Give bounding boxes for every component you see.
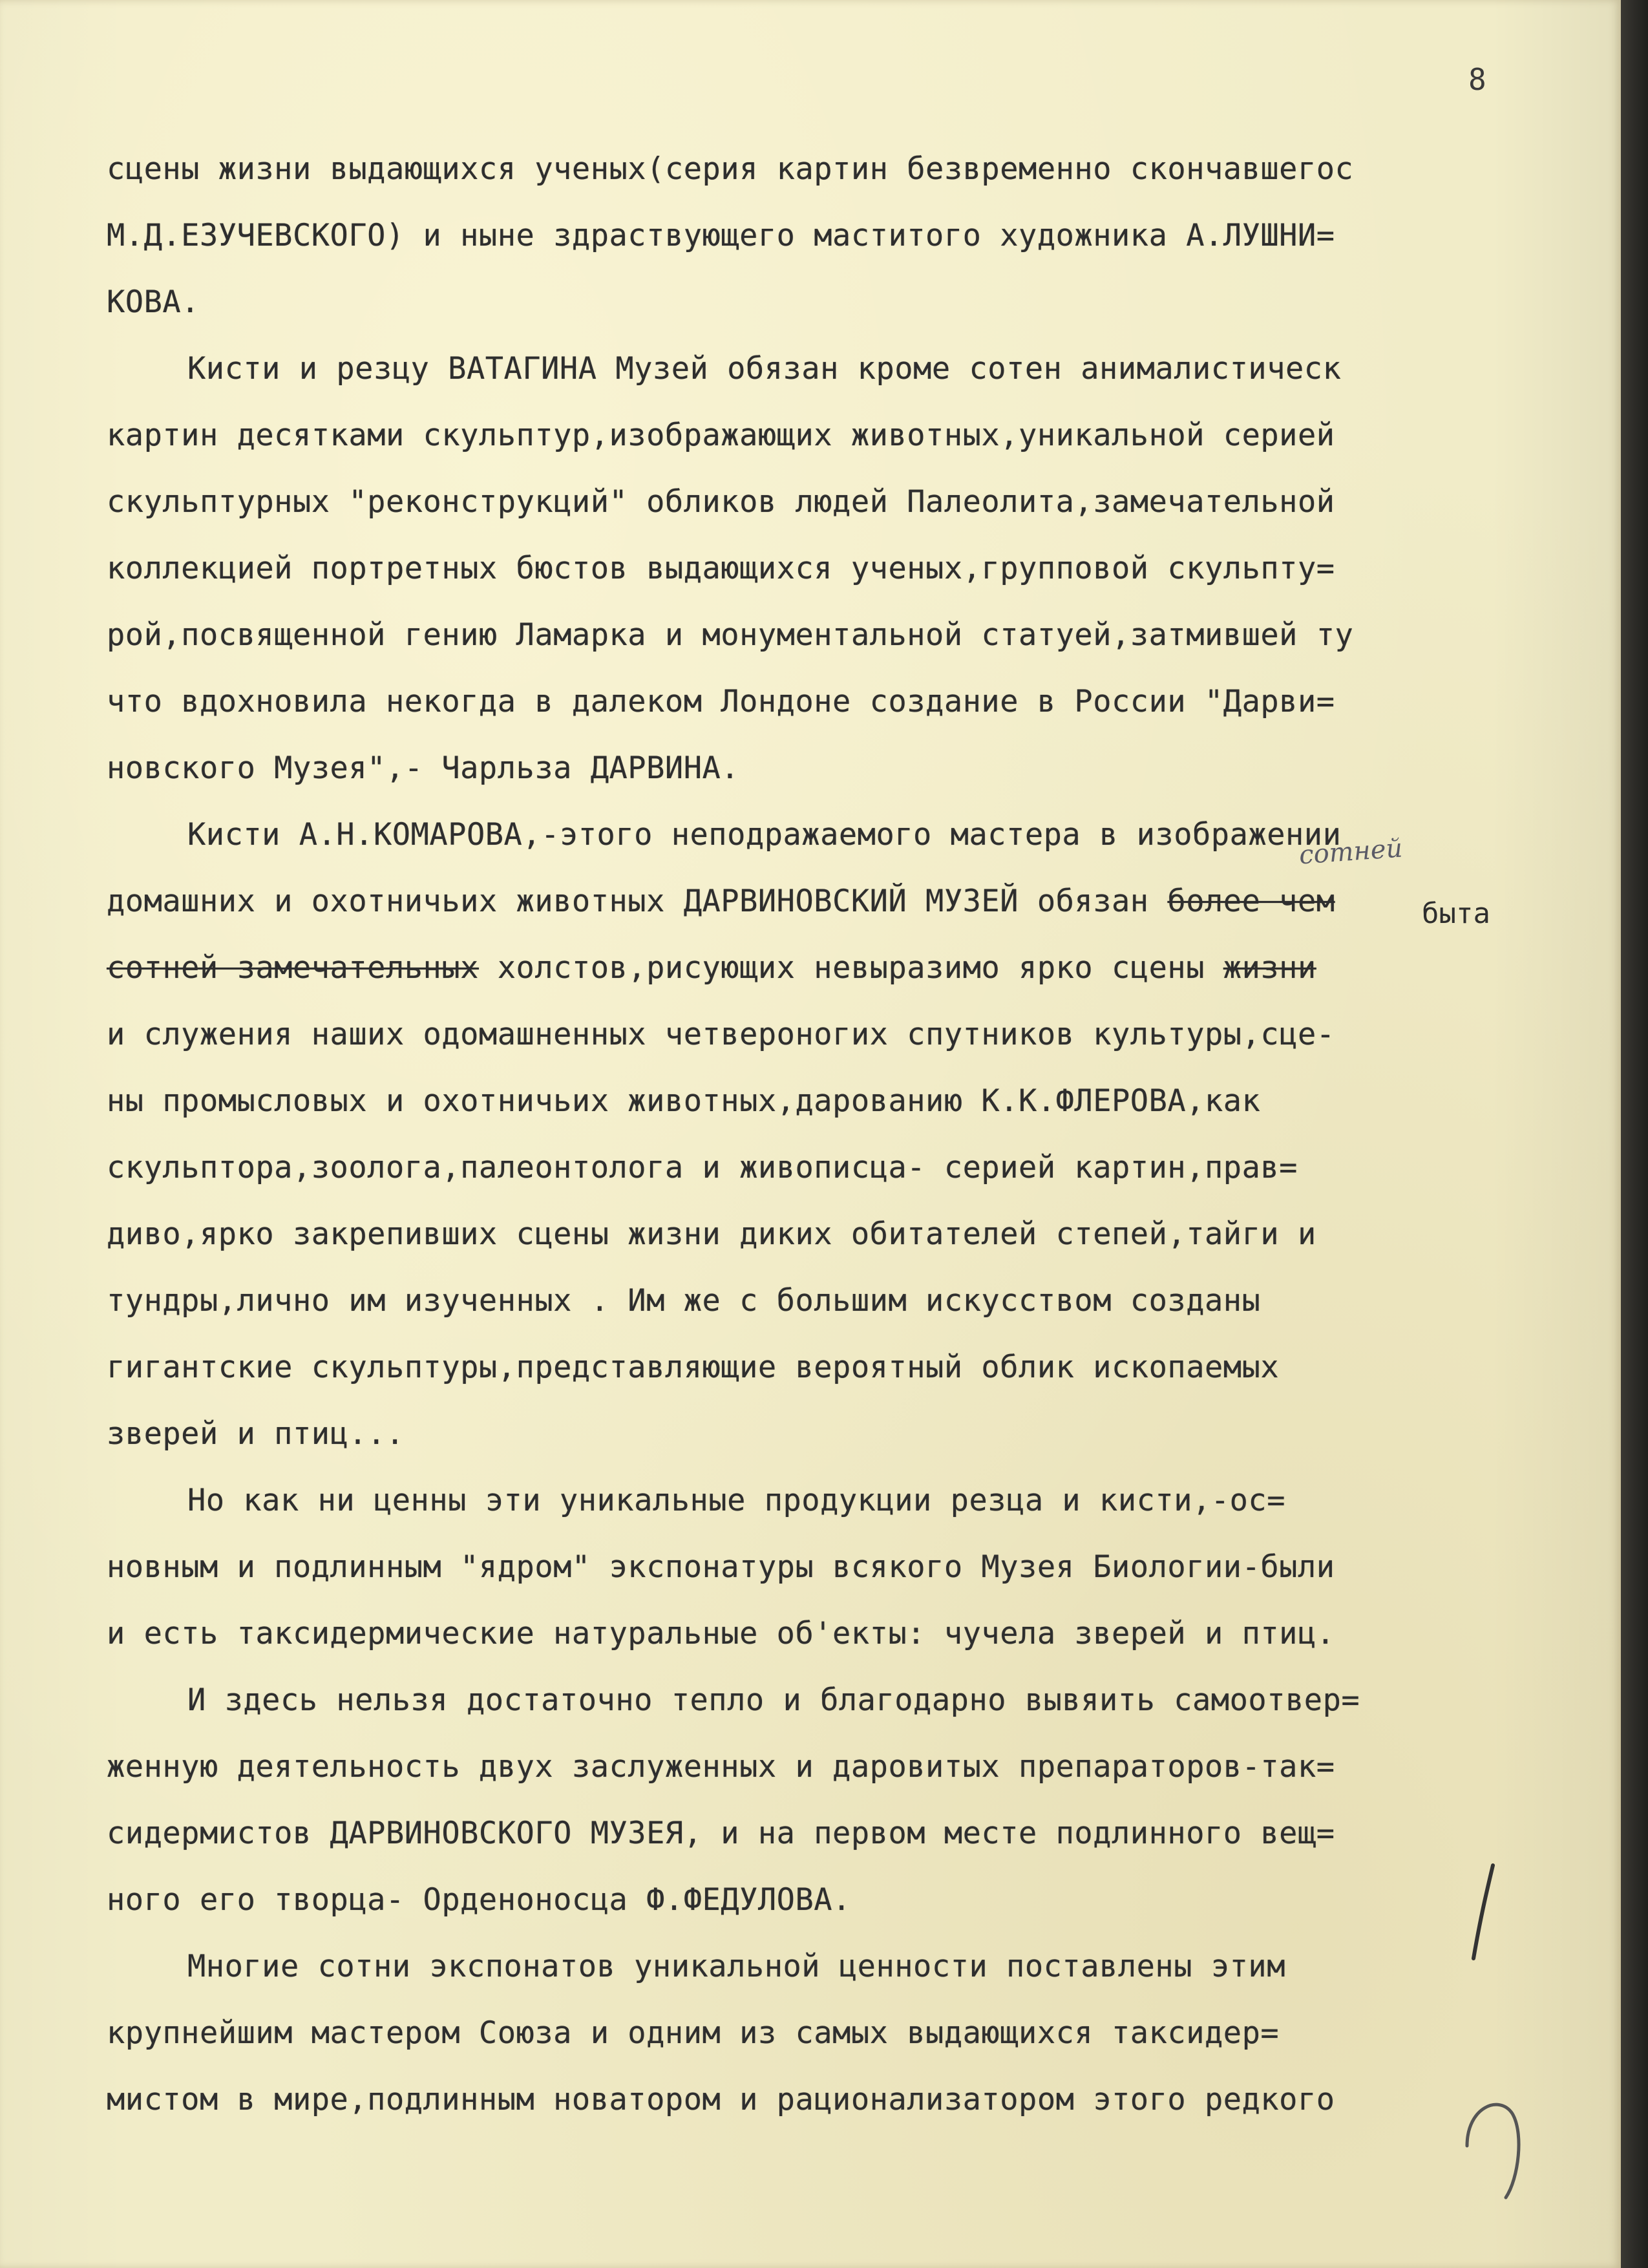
handwritten-insert: сотней [1298,833,1404,871]
text-line: мистом в мире,подлинным новатором и рационализатором этого редкого [107,2082,1335,2117]
text-segment: домашних и охотничьих животных ДАРВИНОВСКИЙ МУЗЕЙ обязан [107,884,1168,919]
text-line: диво,ярко закрепивших сцены жизни диких обитателей степей,тайги и [107,1216,1316,1252]
text-line: Кисти и резцу ВАТАГИНА Музей обязан кроме сотен анималистическ [187,351,1342,387]
text-line: тундры,лично им изученных . Им же с большим искусством созданы [107,1283,1261,1319]
struck-text: более чем [1167,884,1335,919]
text-line: и служения наших одомашненных четвероногих спутников культуры,сце- [107,1017,1335,1052]
text-line: сидермистов ДАРВИНОВСКОГО МУЗЕЯ, и на первом месте подлинного вещ= [107,1816,1335,1851]
text-line: скульптурных "реконструкций" обликов людей Палеолита,замечательной [107,484,1335,520]
text-line-with-strikeout [107,868,1574,935]
text-line: М.Д.ЕЗУЧЕВСКОГО) и ныне здраствующего маститого художника А.ЛУШНИ= [107,218,1335,253]
text-segment: холстов,рисующих невыразимо ярко сцены [497,950,1223,986]
text-line: И здесь нельзя достаточно тепло и благодарно вывяить самоотвер= [187,1682,1360,1718]
typed-insert: быта [1422,897,1490,930]
text-line-with-strikeout [107,935,1574,1001]
text-line: Многие сотни экспонатов уникальной ценности поставлены этим [187,1949,1285,1984]
page-number: 8 [1468,62,1486,97]
text-line: новского Музея",- Чарльза ДАРВИНА. [107,750,740,786]
text-line: сцены жизни выдающихся ученых(серия картин безвременно скончавшегос [107,151,1354,187]
text-line: Кисти А.Н.КОМАРОВА,-этого неподражаемого мастера в изображении [187,817,1342,853]
text-line: коллекцией портретных бюстов выдающихся ученых,групповой скульпту= [107,551,1335,586]
struck-text: жизни [1223,950,1316,986]
text-line: ного его творца- Орденоносца Ф.ФЕДУЛОВА. [107,1882,851,1918]
text-line: КОВА. [107,284,200,320]
text-line: крупнейшим мастером Союза и одним из самых выдающихся таксидер= [107,2015,1280,2051]
scanner-edge [1621,0,1648,2268]
corner-pencil-mark [1454,2068,1532,2210]
text-line: картин десятками скульптур,изображающих животных,уникальной серией [107,418,1335,453]
text-line: гигантские скульптуры,представляющие вероятный облик ископаемых [107,1350,1280,1385]
margin-pencil-mark [1462,1861,1501,1965]
text-line: скульптора,зоолога,палеонтолога и живописца- серией картин,прав= [107,1150,1298,1185]
text-line: что вдохновила некогда в далеком Лондоне создание в России "Дарви= [107,684,1335,719]
text-line: Но как ни ценны эти уникальные продукции резца и кисти,-ос= [187,1483,1285,1518]
typed-body-text [107,136,1574,2133]
text-line: зверей и птиц... [107,1416,405,1452]
text-line: рой,посвященной гению Ламарка и монументальной статуей,затмившей ту [107,617,1354,653]
struck-text: сотней замечательных [107,950,479,986]
text-line: ны промысловых и охотничьих животных,дарованию К.К.ФЛЕРОВА,как [107,1083,1261,1119]
text-line: новным и подлинным "ядром" экспонатуры всякого Музея Биологии-были [107,1549,1335,1585]
text-line: и есть таксидермические натуральные об'екты: чучела зверей и птиц. [107,1616,1335,1651]
text-line: женную деятельность двух заслуженных и даровитых препараторов-так= [107,1749,1335,1785]
